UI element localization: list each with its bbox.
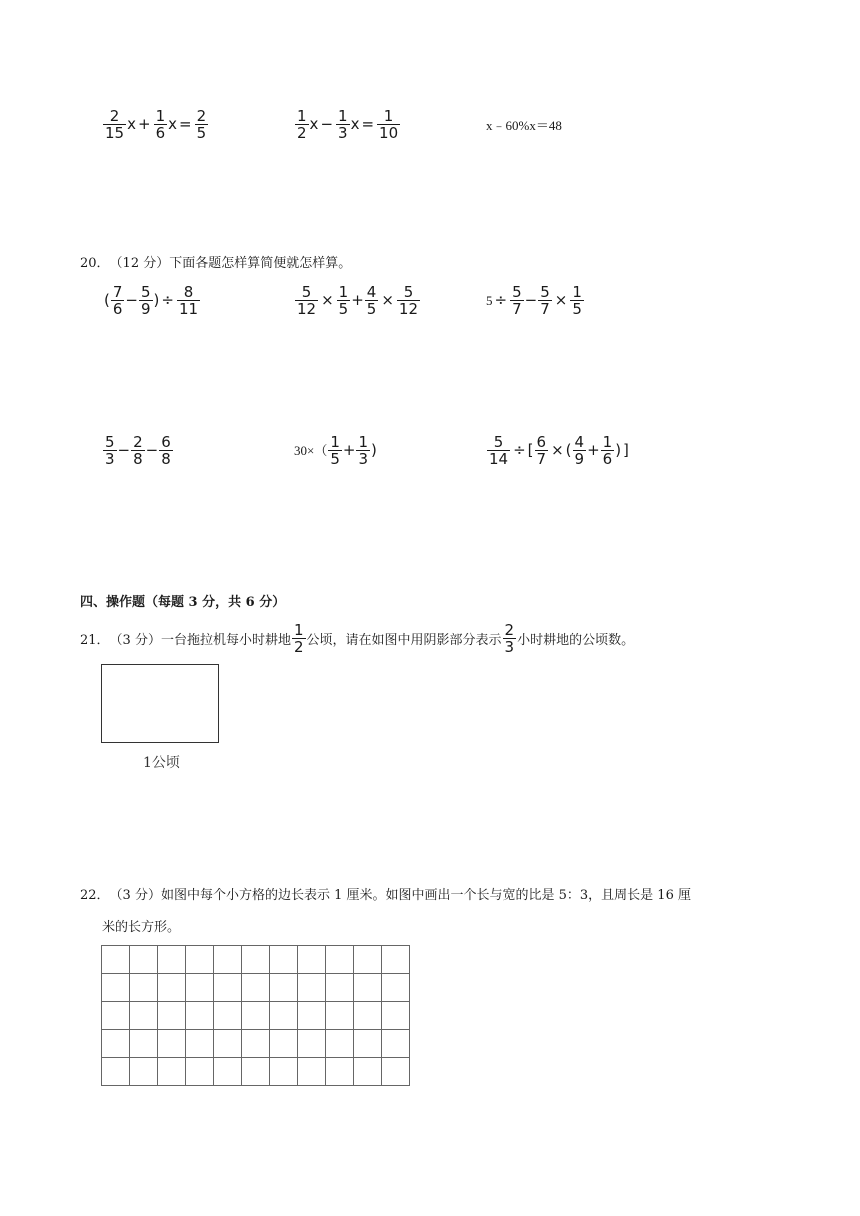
grid-cell[interactable]: [298, 1030, 326, 1058]
grid-cell[interactable]: [158, 1002, 186, 1030]
grid-cell[interactable]: [326, 1002, 354, 1030]
expression-20-5: 30×（ $\frac{1}{5}$ + $\frac{1}{3}$ ): [294, 433, 377, 468]
fraction: $\frac{5}{7}$: [512, 283, 522, 318]
fraction: $\frac{7}{6}$: [112, 283, 123, 318]
grid-cell[interactable]: [242, 1058, 270, 1086]
grid-cell[interactable]: [186, 974, 214, 1002]
grid-cell[interactable]: [270, 1030, 298, 1058]
grid-row: [102, 1002, 410, 1030]
fraction: $\frac{1}{3}$: [358, 433, 369, 468]
question-21-stem: 21． （3 分）一台拖拉机每小时耕地 $\frac{1}{2}$ 公顷，请在如图中用阴影部分表示 $\frac{2}{3}$ 小时耕地的公顷数。: [80, 621, 635, 656]
question-22-stem-line-2: 米的长方形。: [102, 920, 181, 935]
grid-cell[interactable]: [326, 946, 354, 974]
grid-cell[interactable]: [186, 1002, 214, 1030]
grid-cell[interactable]: [158, 974, 186, 1002]
grid-cell[interactable]: [130, 1058, 158, 1086]
grid-cell[interactable]: [214, 1058, 242, 1086]
grid-cell[interactable]: [242, 974, 270, 1002]
grid-row: [102, 946, 410, 974]
grid-cell[interactable]: [354, 1058, 382, 1086]
grid-row: [102, 1030, 410, 1058]
fraction: $\frac{5}{3}$: [105, 433, 115, 468]
grid-cell[interactable]: [326, 974, 354, 1002]
expression-20-2: $\frac{5}{12}$ × $\frac{1}{5}$ + $\frac{4}{5}$ × $\frac{5}{12}$: [297, 283, 419, 318]
grid-cell[interactable]: [214, 1030, 242, 1058]
grid-cell[interactable]: [382, 1030, 410, 1058]
question-20-stem: 20． （12 分）下面各题怎样算简便就怎样算。: [80, 256, 352, 271]
grid-row: [102, 1058, 410, 1086]
grid-cell[interactable]: [102, 1030, 130, 1058]
grid-cell[interactable]: [214, 974, 242, 1002]
equation-1: $\frac{2}{15}$ x + $\frac{1}{6}$ x = $\frac{2}{5}$: [105, 107, 207, 142]
grid-cell[interactable]: [326, 1058, 354, 1086]
hectare-box-label: 1公顷: [143, 755, 180, 771]
fraction: $\frac{4}{5}$: [366, 283, 377, 318]
grid-cell[interactable]: [270, 974, 298, 1002]
question-22-stem-line-1: 22． （3 分）如图中每个小方格的边长表示 1 厘米。如图中画出一个长与宽的比是 5：3，且周长是 16 厘: [80, 888, 691, 903]
fraction: $\frac{1}{2}$: [293, 621, 304, 656]
fraction: $\frac{1}{5}$: [338, 283, 349, 318]
grid-cell[interactable]: [130, 946, 158, 974]
fraction: $\frac{6}{8}$: [161, 433, 171, 468]
grid-cell[interactable]: [270, 1058, 298, 1086]
grid-cell[interactable]: [102, 946, 130, 974]
fraction: $\frac{1}{6}$: [602, 433, 613, 468]
fraction: $\frac{5}{7}$: [540, 283, 550, 318]
grid-cell[interactable]: [158, 1030, 186, 1058]
square-grid[interactable]: [101, 945, 410, 1086]
fraction: $\frac{1}{10}$: [379, 107, 399, 142]
grid-cell[interactable]: [186, 1030, 214, 1058]
fraction: $\frac{5}{9}$: [140, 283, 151, 318]
grid-cell[interactable]: [186, 1058, 214, 1086]
grid-cell[interactable]: [214, 1002, 242, 1030]
grid-cell[interactable]: [186, 946, 214, 974]
fraction: $\frac{1}{5}$: [572, 283, 582, 318]
grid-cell[interactable]: [242, 946, 270, 974]
fraction: $\frac{1}{6}$: [155, 107, 166, 142]
grid-cell[interactable]: [130, 1030, 158, 1058]
grid-cell[interactable]: [354, 1030, 382, 1058]
fraction: $\frac{1}{5}$: [330, 433, 340, 468]
grid-cell[interactable]: [382, 1002, 410, 1030]
grid-cell[interactable]: [354, 946, 382, 974]
grid-cell[interactable]: [102, 1058, 130, 1086]
fraction: $\frac{4}{9}$: [574, 433, 585, 468]
grid-cell[interactable]: [242, 1030, 270, 1058]
fraction: $\frac{5}{14}$: [489, 433, 509, 468]
equation-3: x﹣60%x＝48: [486, 118, 562, 133]
grid-cell[interactable]: [270, 946, 298, 974]
grid-cell[interactable]: [354, 1002, 382, 1030]
grid-cell[interactable]: [130, 1002, 158, 1030]
section-4-heading: 四、操作题（每题 3 分，共 6 分）: [80, 595, 286, 610]
grid-cell[interactable]: [382, 1058, 410, 1086]
grid-cell[interactable]: [326, 1030, 354, 1058]
fraction: $\frac{2}{5}$: [196, 107, 207, 142]
expression-20-4: $\frac{5}{3}$ − $\frac{2}{8}$ − $\frac{6}{8}$: [105, 433, 171, 468]
fraction: $\frac{5}{12}$: [297, 283, 317, 318]
expression-20-6: $\frac{5}{14}$ ÷ [ $\frac{6}{7}$ × ( $\frac{4}{9}$ + $\frac{1}{6}$ ) ]: [489, 433, 629, 468]
fraction: $\frac{2}{8}$: [133, 433, 143, 468]
equation-2: $\frac{1}{2}$ x − $\frac{1}{3}$ x = $\frac{1}{10}$: [297, 107, 399, 142]
grid-cell[interactable]: [102, 1002, 130, 1030]
fraction: $\frac{5}{12}$: [398, 283, 419, 318]
grid-cell[interactable]: [298, 1058, 326, 1086]
grid-row: [102, 974, 410, 1002]
grid-cell[interactable]: [354, 974, 382, 1002]
grid-cell[interactable]: [298, 974, 326, 1002]
fraction: $\frac{1}{2}$: [297, 107, 307, 142]
grid-cell[interactable]: [130, 974, 158, 1002]
grid-cell[interactable]: [298, 946, 326, 974]
grid-cell[interactable]: [298, 1002, 326, 1030]
expression-20-1: ( $\frac{7}{6}$ − $\frac{5}{9}$ ) ÷ $\frac{8}{11}$: [104, 283, 199, 318]
fraction: $\frac{8}{11}$: [178, 283, 199, 318]
fraction: $\frac{6}{7}$: [536, 433, 547, 468]
grid-cell[interactable]: [382, 974, 410, 1002]
expression-20-3: 5 ÷ $\frac{5}{7}$ − $\frac{5}{7}$ × $\frac{1}{5}$: [486, 283, 582, 318]
grid-cell[interactable]: [214, 946, 242, 974]
grid-cell[interactable]: [382, 946, 410, 974]
fraction: $\frac{2}{15}$: [105, 107, 125, 142]
grid-cell[interactable]: [270, 1002, 298, 1030]
fraction: $\frac{2}{3}$: [504, 621, 515, 656]
grid-cell[interactable]: [102, 974, 130, 1002]
fraction: $\frac{1}{3}$: [338, 107, 348, 142]
hectare-box[interactable]: [101, 664, 219, 743]
grid-cell[interactable]: [242, 1002, 270, 1030]
grid-cell[interactable]: [158, 946, 186, 974]
grid-cell[interactable]: [158, 1058, 186, 1086]
